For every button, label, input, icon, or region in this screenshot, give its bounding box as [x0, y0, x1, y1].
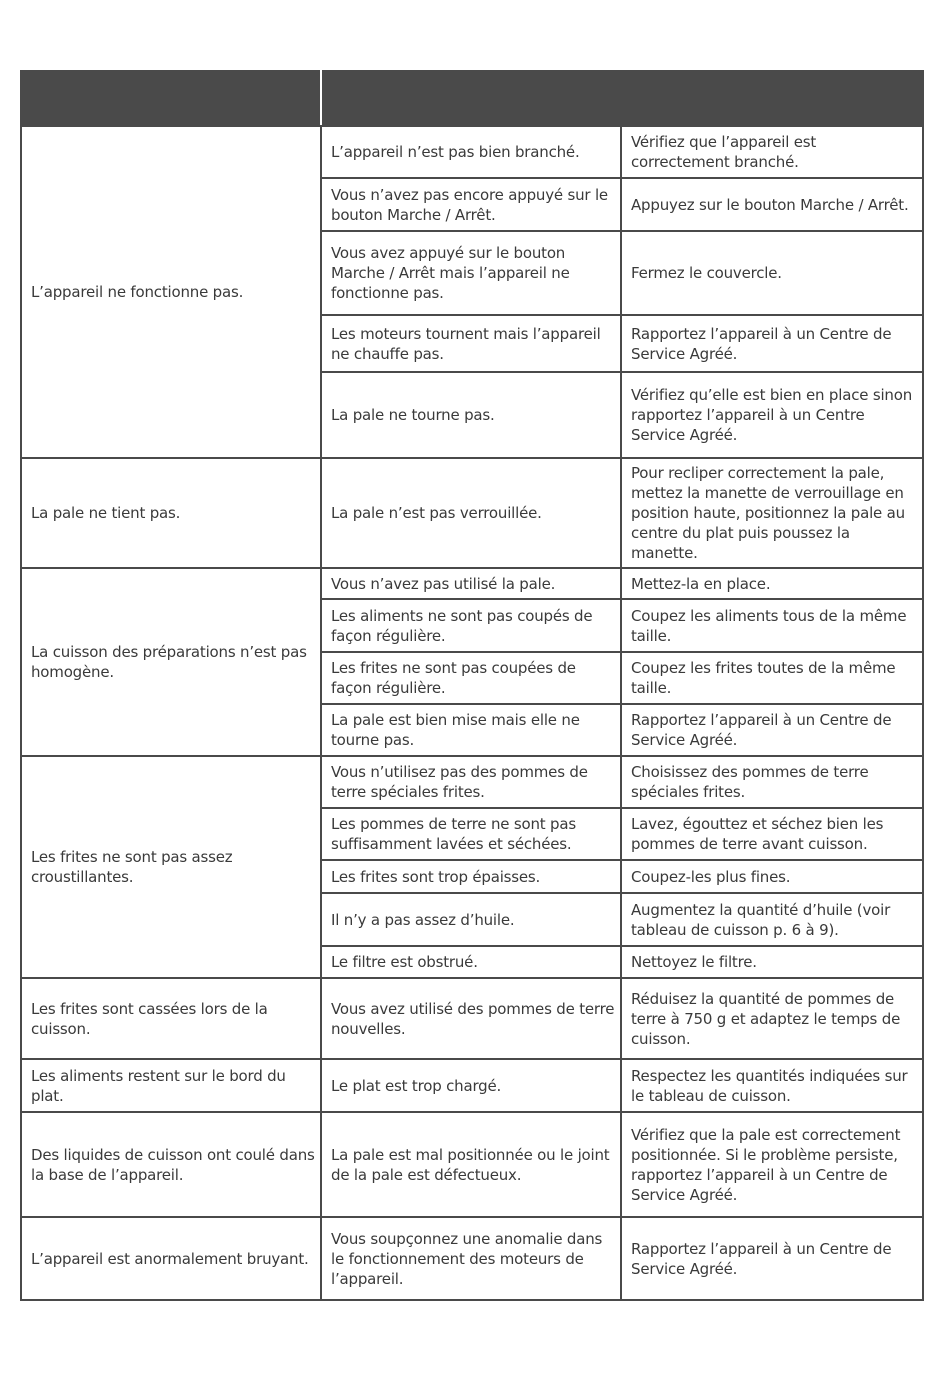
troubleshooting-table	[20, 70, 924, 1301]
cause-cell: Les moteurs tournent mais l’appareil ne chauffe pas.	[321, 315, 621, 372]
cause-cell: Il n’y a pas assez d’huile.	[321, 893, 621, 946]
problem-cell: Les frites sont cassées lors de la cuisson.	[21, 978, 321, 1059]
problem-cell: Les aliments restent sur le bord du plat.	[21, 1059, 321, 1112]
cause-cell: Le filtre est obstrué.	[321, 946, 621, 978]
cause-cell: La pale est mal positionnée ou le joint de la pale est défectueux.	[321, 1112, 621, 1217]
table-row	[21, 978, 923, 1059]
cause-cell: Vous n’utilisez pas des pommes de terre spéciales frites.	[321, 756, 621, 808]
cause-cell: Les frites sont trop épaisses.	[321, 860, 621, 893]
header-cause-solution	[321, 71, 923, 126]
cause-cell: L’appareil n’est pas bien branché.	[321, 126, 621, 178]
table-row	[21, 568, 923, 599]
cause-cell: Vous avez appuyé sur le bouton Marche / Arrêt mais l’appareil ne fonctionne pas.	[321, 231, 621, 315]
cause-cell: Les frites ne sont pas coupées de façon régulière.	[321, 652, 621, 704]
problem-cell: La pale ne tient pas.	[21, 458, 321, 568]
solution-cell: Mettez-la en place.	[621, 568, 923, 599]
table-body	[21, 126, 923, 1300]
solution-cell: Augmentez la quantité d’huile (voir tableau de cuisson p. 6 à 9).	[621, 893, 923, 946]
header-problem	[21, 71, 321, 126]
solution-cell: Réduisez la quantité de pommes de terre à 750 g et adaptez le temps de cuisson.	[621, 978, 923, 1059]
problem-cell: Des liquides de cuisson ont coulé dans la base de l’appareil.	[21, 1112, 321, 1217]
cause-cell: La pale ne tourne pas.	[321, 372, 621, 458]
solution-cell: Coupez-les plus fines.	[621, 860, 923, 893]
table-row	[21, 458, 923, 568]
problem-cell: Les frites ne sont pas assez croustillantes.	[21, 756, 321, 978]
table-header-row	[21, 71, 923, 126]
solution-cell: Coupez les frites toutes de la même taille.	[621, 652, 923, 704]
solution-cell: Pour recliper correctement la pale, mettez la manette de verrouillage en position haute, positionnez la pale au centre du plat puis poussez la manette.	[621, 458, 923, 568]
problem-cell: L’appareil est anormalement bruyant.	[21, 1217, 321, 1300]
solution-cell: Respectez les quantités indiquées sur le tableau de cuisson.	[621, 1059, 923, 1112]
table-row	[21, 756, 923, 808]
solution-cell: Coupez les aliments tous de la même taille.	[621, 599, 923, 652]
cause-cell: La pale n’est pas verrouillée.	[321, 458, 621, 568]
solution-cell: Rapportez l’appareil à un Centre de Service Agréé.	[621, 1217, 923, 1300]
solution-cell: Vérifiez que l’appareil est correctement branché.	[621, 126, 923, 178]
solution-cell: Appuyez sur le bouton Marche / Arrêt.	[621, 178, 923, 231]
cause-cell: Vous avez utilisé des pommes de terre nouvelles.	[321, 978, 621, 1059]
table-row	[21, 1217, 923, 1300]
cause-cell: Vous soupçonnez une anomalie dans le fonctionnement des moteurs de l’appareil.	[321, 1217, 621, 1300]
solution-cell: Lavez, égouttez et séchez bien les pommes de terre avant cuisson.	[621, 808, 923, 860]
solution-cell: Vérifiez qu’elle est bien en place sinon rapportez l’appareil à un Centre Service Agréé.	[621, 372, 923, 458]
table-row	[21, 1112, 923, 1217]
problem-cell: La cuisson des préparations n’est pas homogène.	[21, 568, 321, 756]
solution-cell: Fermez le couvercle.	[621, 231, 923, 315]
solution-cell: Choisissez des pommes de terre spéciales frites.	[621, 756, 923, 808]
cause-cell: Le plat est trop chargé.	[321, 1059, 621, 1112]
cause-cell: Vous n’avez pas encore appuyé sur le bouton Marche / Arrêt.	[321, 178, 621, 231]
solution-cell: Rapportez l’appareil à un Centre de Service Agréé.	[621, 704, 923, 756]
cause-cell: La pale est bien mise mais elle ne tourne pas.	[321, 704, 621, 756]
table-row	[21, 126, 923, 178]
cause-cell: Les pommes de terre ne sont pas suffisamment lavées et séchées.	[321, 808, 621, 860]
solution-cell: Rapportez l’appareil à un Centre de Service Agréé.	[621, 315, 923, 372]
table-row	[21, 1059, 923, 1112]
problem-cell: L’appareil ne fonctionne pas.	[21, 126, 321, 458]
cause-cell: Vous n’avez pas utilisé la pale.	[321, 568, 621, 599]
cause-cell: Les aliments ne sont pas coupés de façon régulière.	[321, 599, 621, 652]
solution-cell: Nettoyez le filtre.	[621, 946, 923, 978]
solution-cell: Vérifiez que la pale est correctement positionnée. Si le problème persiste, rapportez l’appareil à un Centre de Service Agréé.	[621, 1112, 923, 1217]
